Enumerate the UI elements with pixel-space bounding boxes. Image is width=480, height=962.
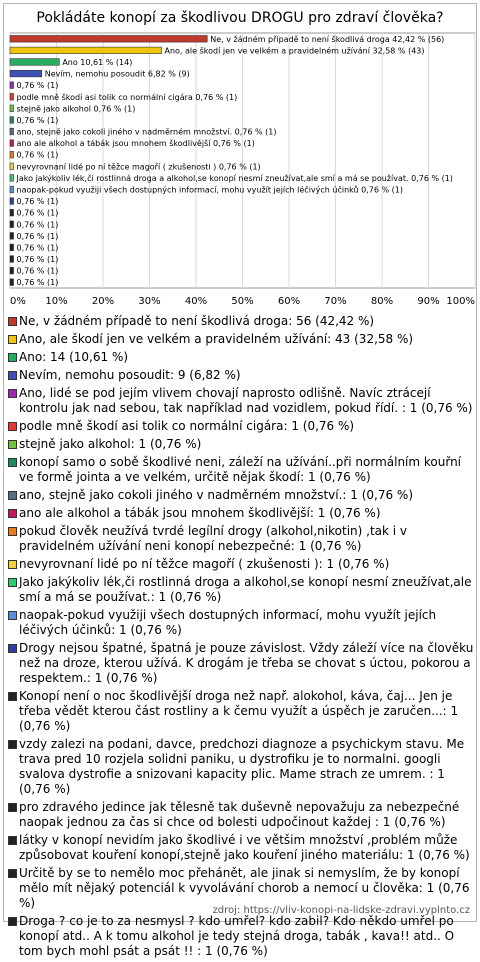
legend-label: nevyrovnaní lidé po ní těžce magoří ( zkušenosti ): 1 (0,76 %) [19, 557, 390, 571]
bar-label: 0,76 % (1) [16, 255, 59, 265]
bar-label: 0,76 % (1) [16, 231, 59, 241]
bar-chart [0, 0, 480, 310]
x-tick-label: 40% [184, 296, 208, 307]
x-tick-label: 30% [138, 296, 161, 307]
legend-swatch [8, 836, 17, 845]
legend-swatch [8, 527, 17, 536]
bar-label: Jako jakýkoliv lék,či rostlinná droga a alkohol,se konopí nesmí zneužívat,ale smí a má se používat. 0,76 % (1) [16, 173, 453, 183]
legend-item [7, 641, 475, 686]
bar [10, 256, 14, 263]
legend-item [7, 350, 475, 365]
legend-swatch [8, 440, 17, 449]
legend-item [7, 800, 475, 830]
bar [10, 59, 59, 66]
x-tick-label: 70% [324, 296, 347, 307]
legend-label: látky v konopí nevidím jako škodlivé i ve většim množství ,problém může způsobovat kouření konopí,stejně jako kouření jiného materiálu: 1 (0,76 %) [19, 833, 470, 862]
legend-label: podle mně škodí asi tolik co normální cigára: 1 (0,76 %) [19, 419, 355, 433]
legend [7, 314, 475, 962]
legend-swatch [8, 458, 17, 467]
bar [10, 186, 14, 193]
x-tick-label: 50% [231, 296, 254, 307]
bar [10, 151, 14, 158]
legend-item [7, 575, 475, 605]
legend-item [7, 314, 475, 329]
legend-item [7, 524, 475, 554]
bar-label: Nevím, nemohu posoudit 6,82 % (9) [44, 69, 190, 79]
legend-item [7, 689, 475, 734]
source-note: zdroj: https://vliv-konopi-na-lidske-zdravi.vyplnto.cz [212, 905, 470, 916]
bar [10, 198, 14, 205]
bar [10, 279, 14, 286]
legend-label: pro zdravého jedince jak tělesně tak duševně nepovažuju za nebezpečné naopak jednou za čas si chce od bolesti udpočinout každej : 1 (0,76 %) [19, 800, 460, 829]
legend-swatch [8, 611, 17, 620]
legend-swatch [8, 644, 17, 653]
legend-swatch [8, 869, 17, 878]
x-tick-label: 10% [45, 296, 68, 307]
bar [10, 163, 14, 170]
legend-item [7, 833, 475, 863]
legend-swatch [8, 740, 17, 749]
bar-label: 0,76 % (1) [16, 208, 59, 218]
legend-label: Drogy nejsou špatné, špatná je pouze závislost. Vždy záleží více na člověku než na droze, kterou užívá. K drogám je třeba se chovat s úctou, pokorou a respektem.: 1 (0,76 %) [19, 641, 474, 685]
x-tick-label: 0% [10, 296, 26, 307]
bar-label: 0,76 % (1) [16, 81, 59, 91]
bar-label: podle mně škodí asi tolik co normální cigára 0,76 % (1) [16, 92, 238, 102]
legend-swatch [8, 803, 17, 812]
x-tick-label: 80% [370, 296, 394, 307]
legend-swatch [8, 491, 17, 500]
bar-label: 0,76 % (1) [16, 115, 59, 125]
legend-item [7, 455, 475, 485]
legend-label: konopí samo o sobě škodlivé neni, záleží na užívání..při normálním kouřní ve formě jointa a ve velkém, určitě nějak škodí: 1 (0,76 %) [19, 455, 462, 484]
legend-label: ano ale alkohol a tábák jsou mnohem škodlivější: 1 (0,76 %) [19, 506, 381, 520]
bar [10, 140, 14, 147]
bar [10, 221, 14, 228]
bar [10, 47, 161, 54]
bar-label: Ano, ale škodí jen ve velkém a pravidelném užívání 32,58 % (43) [164, 46, 425, 56]
legend-item [7, 368, 475, 383]
legend-label: Ano, ale škodí jen ve velkém a pravidelném užívání: 43 (32,58 %) [19, 332, 414, 346]
bar [10, 36, 207, 43]
bar [10, 233, 14, 240]
x-tick-label: 100% [446, 296, 475, 307]
legend-label: stejně jako alkohol: 1 (0,76 %) [19, 437, 202, 451]
bar-label: nevyrovnaní lidé po ní těžce magoří ( zkušenosti ) 0,76 % (1) [16, 162, 261, 172]
bar-label: 0,76 % (1) [16, 220, 59, 230]
bar-label: Ne, v žádném případě to není škodlivá droga 42,42 % (56) [210, 34, 445, 44]
bar [10, 105, 14, 112]
bar-label: 0,76 % (1) [16, 150, 59, 160]
bar [10, 117, 14, 124]
bar [10, 267, 14, 274]
x-tick-label: 20% [91, 296, 115, 307]
bar-label: naopak-pokud využiji všech dostupných informací, mohu využít jejích léčivých účinků 0,76 % (1) [16, 185, 403, 195]
bar [10, 209, 14, 216]
bar-label: Ano 10,61 % (14) [62, 57, 133, 67]
legend-swatch [8, 692, 17, 701]
legend-item [7, 506, 475, 521]
legend-label: vzdy zalezi na podani, davce, predchozi diagnoze a psychickym stavu. Me trava pred 10 rozjela solidni paniku, u dystrofiku je to normalni. googli svalova dystrofie a snizovani kapacity plic. Mame strach ze umrem. : 1 (0,76 %) [19, 737, 465, 796]
legend-label: Droga ? co je to za nesmysl ? kdo umřel? kdo zabil? Kdo někdo umřel po konopí atd.. A k tomu alkohol je tedy stejná droga, tabák , kava!! atd.. O tom bych mohl psát a psát !! : 1 (0,76 %) [19, 914, 455, 958]
legend-item [7, 737, 475, 797]
bar-label: ano ale alkohol a tábák jsou mnohem škodlivější 0,76 % (1) [16, 139, 255, 149]
bar [10, 244, 14, 251]
bar [10, 128, 14, 135]
legend-swatch [8, 509, 17, 518]
legend-item [7, 419, 475, 434]
legend-label: Ano: 14 (10,61 %) [19, 350, 129, 364]
legend-item [7, 557, 475, 572]
legend-item [7, 437, 475, 452]
legend-swatch [8, 578, 17, 587]
bar-label: 0,76 % (1) [16, 278, 59, 288]
legend-item [7, 386, 475, 416]
chart-title: Pokládáte konopí za škodlivou DROGU pro zdraví člověka? [36, 10, 444, 26]
legend-swatch [8, 422, 17, 431]
bar-label: stejně jako alkohol 0,76 % (1) [16, 104, 136, 114]
legend-label: ano, stejně jako cokoli jiného v nadměrném množství.: 1 (0,76 %) [19, 488, 414, 502]
legend-label: Určitě by se to nemělo moc přehánět, ale jinak si nemyslím, že by konopí mělo mít nějaký potenciál k vyvolávání chorob a nemocí u člověka: 1 (0,76 %) [19, 866, 470, 910]
legend-item [7, 332, 475, 347]
legend-swatch [8, 560, 17, 569]
legend-label: Nevím, nemohu posoudit: 9 (6,82 %) [19, 368, 241, 382]
legend-item [7, 608, 475, 638]
legend-label: Konopí není o noc škodlivější droga než např. alokohol, káva, čaj... Jen je třeba vědět kterou část rostliny a k čemu využít a úspěch je zaručen...: 1 (0,76 %) [19, 689, 459, 733]
bar [10, 82, 14, 89]
legend-swatch [8, 389, 17, 398]
legend-swatch [8, 353, 17, 362]
legend-item [7, 488, 475, 503]
bar-label: 0,76 % (1) [16, 197, 59, 207]
x-tick-label: 90% [417, 296, 440, 307]
bar-label: 0,76 % (1) [16, 243, 59, 253]
bar [10, 70, 42, 77]
legend-swatch [8, 371, 17, 380]
bar-label: 0,76 % (1) [16, 266, 59, 276]
legend-item [7, 914, 475, 959]
legend-label: naopak-pokud využiji všech dostupných informací, mohu využít jejích léčivých účinků: 1 (0,76 %) [19, 608, 437, 637]
bar-label: ano, stejně jako cokoli jiného v nadměrném množství. 0,76 % (1) [16, 127, 277, 137]
legend-swatch [8, 335, 17, 344]
legend-swatch [8, 317, 17, 326]
legend-label: Ano, lidé se pod jejím vlivem chovají naprosto odlišně. Navíc ztrácejí kontrolu jak nad sebou, tak například nad vozidlem, pokud řídí. : 1 (0,76 %) [19, 386, 473, 415]
legend-label: Jako jakýkoliv lék,či rostlinná droga a alkohol,se konopí nesmí zneužívat,ale smí a má se používat.: 1 (0,76 %) [19, 575, 472, 604]
legend-label: pokud člověk neužívá tvrdé legílní drogy (alkohol,nikotin) ,tak i v pravidelném užívání neni konopí nebezpečné: 1 (0,76 %) [19, 524, 408, 553]
bar [10, 93, 14, 100]
bar [10, 175, 14, 182]
legend-label: Ne, v žádném případě to není škodlivá droga: 56 (42,42 %) [19, 314, 375, 328]
x-tick-label: 60% [277, 296, 301, 307]
